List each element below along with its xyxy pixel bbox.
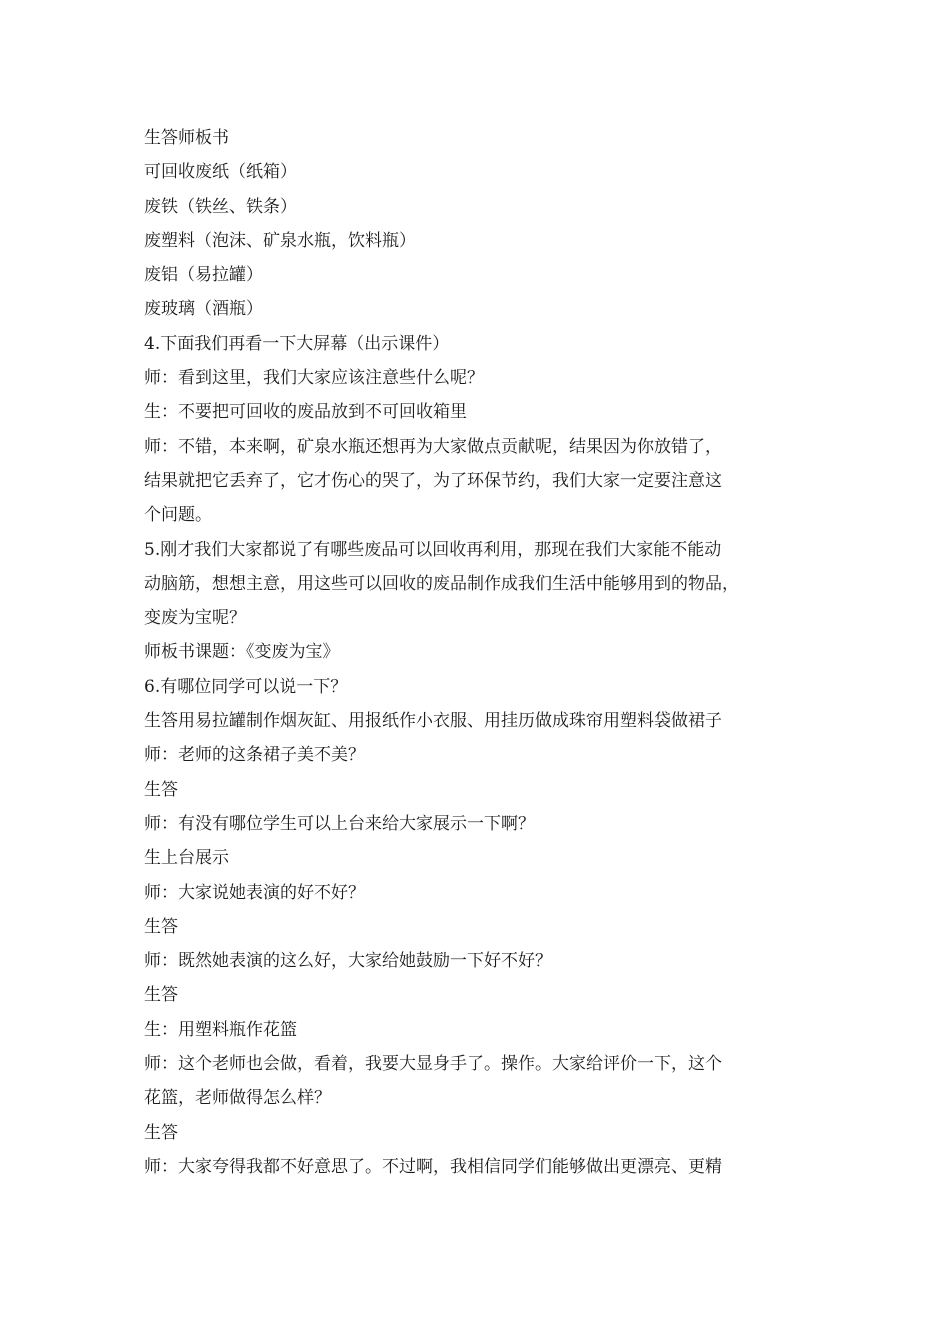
text-line: 废铁（铁丝、铁条） (144, 196, 297, 217)
text-line: 师：大家夸得我都不好意思了。不过啊，我相信同学们能够做出更漂亮、更精 (144, 1156, 722, 1177)
paragraph-line: 5.刚才我们大家都说了有哪些废品可以回收再利用，那现在我们大家能不能动 (144, 539, 722, 560)
text-line: 生上台展示 (144, 848, 229, 869)
text-line: 生答 (144, 779, 178, 800)
text-line: 生答师板书 (144, 128, 229, 148)
text-line: 师：有没有哪位学生可以上台来给大家展示一下啊？ (144, 813, 535, 834)
text-line: 生答 (144, 916, 178, 937)
text-line: 师：看到这里，我们大家应该注意些什么呢？ (144, 368, 484, 389)
text-line: 废塑料（泡沫、矿泉水瓶，饮料瓶） (144, 230, 416, 251)
text-line: 生答用易拉罐制作烟灰缸、用报纸作小衣服、用挂历做成珠帘用塑料袋做裙子 (144, 711, 722, 732)
text-line: 生：用塑料瓶作花篮 (144, 1019, 297, 1040)
paragraph-line: 结果就把它丢弃了，它才伤心的哭了，为了环保节约，我们大家一定要注意这 (144, 470, 722, 491)
paragraph-line: 花篮，老师做得怎么样？ (144, 1088, 331, 1109)
paragraph-line: 变废为宝呢？ (144, 608, 246, 629)
text-line: 师：大家说她表演的好不好？ (144, 882, 365, 903)
text-line: 可回收废纸（纸箱） (144, 162, 297, 183)
text-line: 生：不要把可回收的废品放到不可回收箱里 (144, 402, 467, 423)
text-line: 4.下面我们再看一下大屏幕（出示课件） (144, 333, 450, 354)
text-line: 6.有哪位同学可以说一下？ (144, 676, 348, 697)
paragraph-line: 师：不错，本来啊，矿泉水瓶还想再为大家做点贡献呢，结果因为你放错了， (144, 436, 722, 457)
paragraph-line: 动脑筋，想想主意，用这些可以回收的废品制作成我们生活中能够用到的物品， (144, 573, 739, 594)
text-line: 师：老师的这条裙子美不美？ (144, 745, 365, 766)
document-body (144, 121, 824, 1184)
text-line: 生答 (144, 985, 178, 1006)
text-line: 师：既然她表演的这么好，大家给她鼓励一下好不好？ (144, 951, 552, 972)
text-line: 废玻璃（酒瓶） (144, 299, 263, 320)
paragraph-line: 个问题。 (144, 505, 212, 526)
text-line: 生答 (144, 1122, 178, 1143)
text-line: 师板书课题：《变废为宝》 (144, 642, 340, 663)
paragraph-line: 师：这个老师也会做，看着，我要大显身手了。操作。大家给评价一下，这个 (144, 1054, 722, 1075)
text-line: 废铝（易拉罐） (144, 265, 263, 286)
